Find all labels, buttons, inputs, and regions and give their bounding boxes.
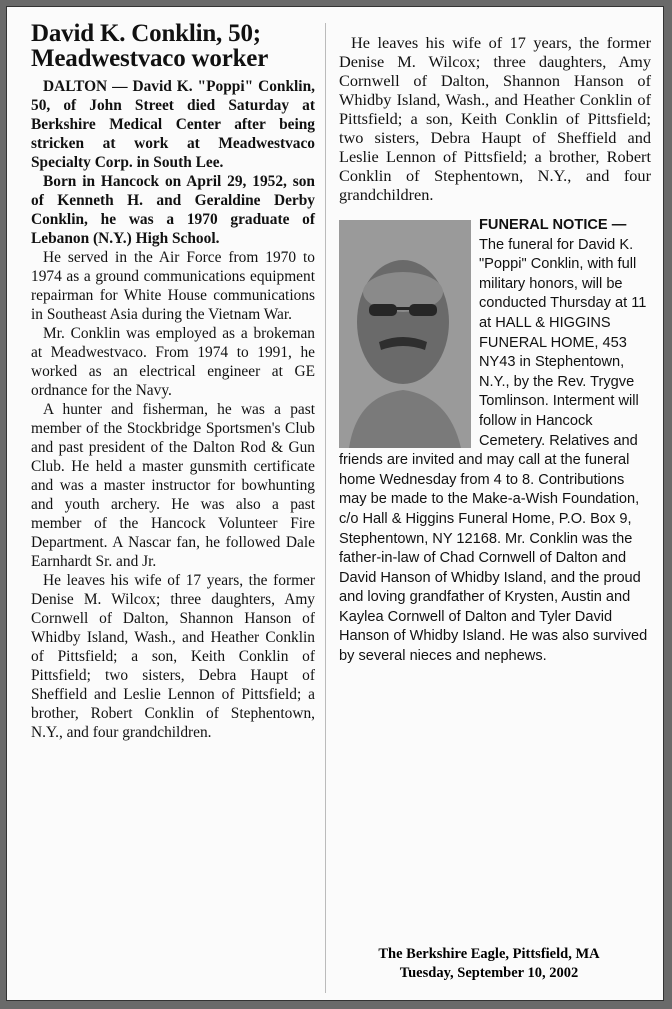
source-date: Tuesday, September 10, 2002 xyxy=(399,965,579,981)
survivors-paragraph: He leaves his wife of 17 years, the former Denise M. Wilcox; three daughters, Amy Cornwell of Dalton, Shannon Hanson of Whidby Island, Wash., and Heather Conklin of Pittsfield; a son, Keith Conklin of Pittsfield; two sisters, Debra Haupt of Sheffield and Leslie Lennon of Pittsfield; a brother, Robert Conklin of Stephentown, N.Y., and four grandchildren. xyxy=(339,33,651,204)
funeral-notice xyxy=(339,216,651,667)
portrait-photo xyxy=(339,220,471,448)
source-credit xyxy=(339,945,639,983)
obituary-paragraph-2: Born in Hancock on April 29, 1952, son of Kenneth H. and Geraldine Derby Conklin, he was a 1970 graduate of Lebanon (N.Y.) High School. xyxy=(31,173,315,247)
obituary-paragraph-3: He served in the Air Force from 1970 to 1974 as a ground communications equipment repairman for White House communications in Southeast Asia during the Vietnam War. xyxy=(31,249,315,323)
clipping-frame xyxy=(6,6,664,1001)
left-column xyxy=(31,21,315,742)
portrait-image xyxy=(339,220,471,448)
obituary-paragraph-6: He leaves his wife of 17 years, the former Denise M. Wilcox; three daughters, Amy Cornwell of Dalton, Shannon Hanson of Whidby Island, Wash., and Heather Conklin of Pittsfield; a son, Keith Conklin of Pittsfield; two sisters, Debra Haupt of Sheffield and Leslie Lennon of Pittsfield; a brother, Robert Conklin of Stephentown, N.Y., and four grandchildren. xyxy=(31,572,315,741)
notice-text: The funeral for David K. "Poppi" Conklin, with full military honors, will be conducted Thursday at 11 at HALL & HIGGINS FUNERAL HOME, 453 NY43 in Stephentown, N.Y., by the Rev. Trygve Tomlinson. Interment will follow in Hancock Cemetery. Relatives and friends are invited and may call at the funeral home Wednesday from 4 to 8. Contributions may be made to the Make-a-Wish Foundation, c/o Hall & Higgins Funeral Home, P.O. Box 9, Stephentown, NY 12168. Mr. Conklin was the father-in-law of Chad Cornwell of Dalton and David Hanson of Whidby Island, and the proud and loving grandfather of Krysten, Austin and Kaylea Cornwell of Dalton and Tyler David Hanson of Whidby Island. He was also survived by several nieces and nephews. xyxy=(339,236,648,665)
right-column xyxy=(339,33,651,667)
column-divider xyxy=(325,23,326,993)
obituary-paragraph-1: DALTON — David K. "Poppi" Conklin, 50, of John Street died Saturday at Berkshire Medical Center after being stricken at work at Meadwestvaco Specialty Corp. in South Lee. xyxy=(31,78,315,171)
obituary-paragraph-5: A hunter and fisherman, he was a past member of the Stockbridge Sportsmen's Club and past president of the Dalton Rod & Gun Club. He held a master gunsmith certificate and was a master instructor for bowhunting and youth archery. He was also a past member of the Hancock Volunteer Fire Department. A Nascar fan, he followed Dale Earnhardt Sr. and Jr. xyxy=(31,401,315,570)
headline: David K. Conklin, 50; Meadwestvaco worker xyxy=(31,20,269,72)
obituary-paragraph-4: Mr. Conklin was employed as a brokeman at Meadwestvaco. From 1974 to 1991, he worked as an electrical engineer at GE ordnance for the Navy. xyxy=(31,325,315,399)
notice-title: FUNERAL NOTICE — xyxy=(479,217,627,233)
source-publication: The Berkshire Eagle, Pittsfield, MA xyxy=(378,946,600,962)
